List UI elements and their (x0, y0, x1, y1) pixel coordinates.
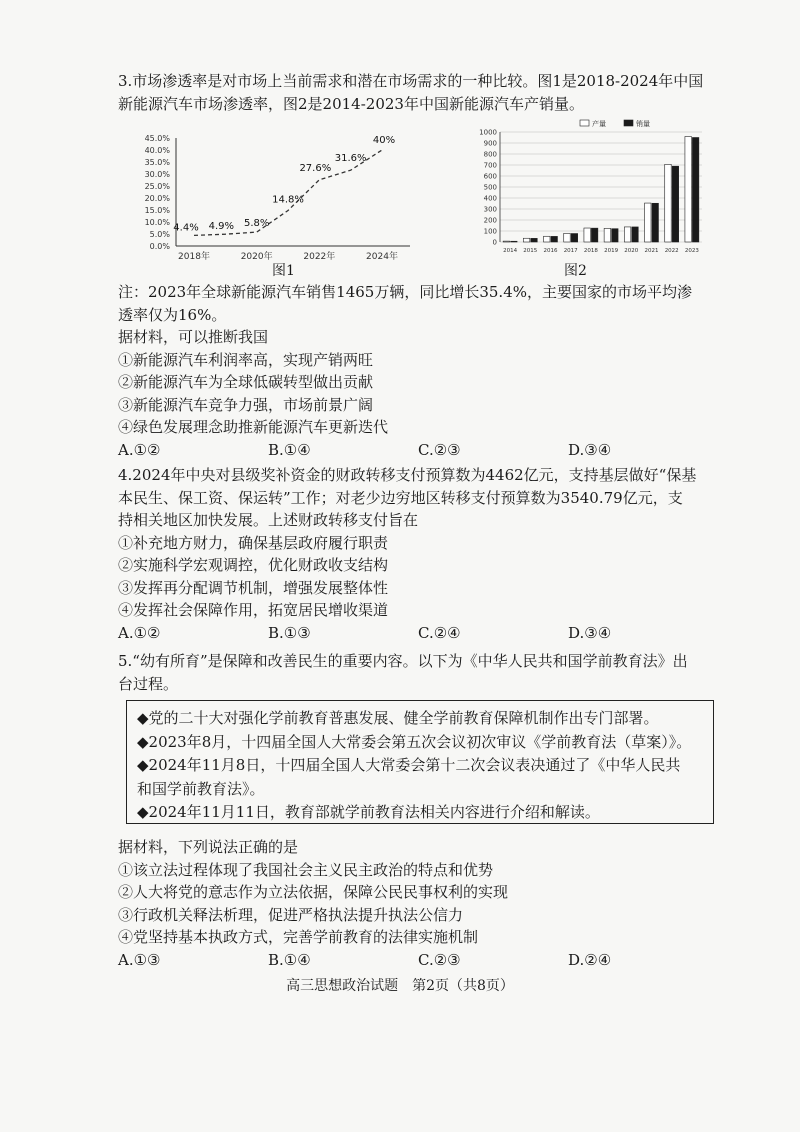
fig1-y-tick-label: 15.0% (144, 206, 170, 215)
q4-stem-line1: 4.2024年中央对县级奖补资金的财政转移支付预算数为4462亿元，支持基层做好“保基 (118, 466, 697, 484)
fig2-bar-production (523, 238, 529, 242)
fig2-y-tick-label: 300 (483, 205, 497, 214)
fig2-x-tick-label: 2023 (684, 248, 699, 254)
page-footer: 高三思想政治试题 第2页（共8页） (286, 978, 514, 994)
q4-stem-line3: 持相关地区加快发展。上述财政转移支付旨在 (118, 511, 419, 529)
fig2-x-tick-label: 2015 (523, 248, 538, 254)
fig2-bar-production (604, 228, 610, 242)
q4-item-3: ③发挥再分配调节机制，增强发展整体性 (118, 578, 389, 597)
fig1-data-label: 4.9% (208, 221, 235, 233)
question-5-body (118, 836, 708, 971)
q3-item-4: ④绿色发展理念助推新能源汽车更新迭代 (118, 418, 389, 436)
fig2-bar-sales (612, 229, 618, 242)
fig1-data-label: 40% (372, 135, 396, 146)
q3-prompt: 据材料，可以推断我国 (118, 328, 269, 346)
q4-option-b[interactable]: B.①③ (268, 623, 311, 642)
fig2-bar-production (665, 164, 671, 242)
fig1-data-label: 31.6% (334, 153, 367, 165)
fig2-y-tick-label: 700 (483, 161, 497, 170)
q3-stem-line2: 新能源汽车市场渗透率，图2是2014-2023年中国新能源汽车产销量。 (118, 94, 584, 113)
question-4 (118, 464, 708, 644)
fig1-data-label: 27.6% (299, 162, 332, 174)
q3-option-d[interactable]: D.③④ (568, 440, 612, 459)
fig2-x-tick-label: 2021 (644, 248, 659, 254)
fig2-y-tick-label: 600 (483, 172, 497, 181)
fig2-legend (580, 119, 650, 128)
q5-material-box (126, 700, 714, 824)
fig2-x-tick-label: 2019 (604, 248, 619, 254)
q5-box-line-1: ◆党的二十大对强化学前教育普惠发展、健全学前教育保障机制作出专门部署。 (137, 709, 659, 727)
fig1-x-tick-label: 2018年 (178, 252, 210, 262)
fig1-x-tick-label: 2022年 (303, 252, 336, 262)
fig2-bar-sales (571, 234, 577, 242)
q4-item-4: ④发挥社会保障作用，拓宽居民增收渠道 (118, 601, 389, 619)
question-3-body (118, 281, 708, 461)
q3-note-line2: 透率仅为16%。 (118, 305, 227, 324)
fig2-y-tick-label: 200 (483, 216, 497, 225)
q4-option-a[interactable]: A.①② (118, 623, 161, 642)
q5-box-line-5: ◆2024年11月11日，教育部就学前教育法相关内容进行介绍和解读。 (137, 803, 600, 821)
q3-stem-line1: 3.市场渗透率是对市场上当前需求和潜在市场需求的一种比较。图1是2018-2024年中国 (118, 72, 704, 90)
fig2-x-tick-label: 2017 (563, 248, 578, 254)
fig1-y-tick-label: 45.0% (144, 134, 170, 143)
fig2-bar-production (584, 228, 590, 242)
fig2-y-tick-label: 0 (492, 238, 497, 247)
fig2-legend-label: 销量 (636, 120, 650, 128)
fig2-x-tick-label: 2022 (664, 248, 679, 254)
q5-options (118, 949, 678, 972)
fig1-x-tick-label: 2020年 (240, 252, 273, 262)
q4-options (118, 622, 678, 645)
fig1-y-tick-label: 30.0% (144, 170, 170, 179)
q3-item-2: ②新能源汽车为全球低碳转型做出贡献 (118, 373, 374, 391)
fig2-y-tick-label: 500 (483, 183, 497, 192)
q3-item-3: ③新能源汽车竞争力强，市场前景广阔 (118, 395, 374, 414)
q4-option-d[interactable]: D.③④ (568, 623, 612, 642)
figure-2-bar-chart (476, 118, 706, 260)
question-5 (118, 650, 708, 695)
fig2-bar-sales (511, 241, 517, 242)
fig2-bar-production (503, 241, 509, 242)
fig1-y-tick-label: 40.0% (144, 146, 170, 155)
fig2-x-tick-label: 2014 (503, 248, 518, 254)
fig2-legend-swatch (624, 120, 633, 126)
fig2-bar-sales (672, 166, 678, 242)
fig1-y-tick-label: 5.0% (149, 230, 170, 239)
fig2-legend-label: 产量 (592, 120, 606, 128)
q5-option-c[interactable]: C.②③ (418, 950, 461, 969)
fig1-y-tick-label: 35.0% (144, 158, 170, 167)
q5-item-3: ③行政机关释法析理，促进严格执法提升执法公信力 (118, 905, 464, 924)
q5-option-a[interactable]: A.①③ (118, 950, 161, 969)
q3-item-1: ①新能源汽车利润率高，实现产销两旺 (118, 350, 374, 369)
q4-item-2: ②实施科学宏观调控，优化财政收支结构 (118, 556, 389, 574)
fig2-bar-sales (551, 236, 557, 242)
fig2-bar-production (564, 233, 570, 242)
fig2-bar-sales (632, 227, 638, 242)
q3-note-line1: 注：2023年全球新能源汽车销售1465万辆，同比增长35.4%，主要国家的市场平均渗 (118, 283, 693, 301)
q3-option-c[interactable]: C.②③ (418, 440, 461, 459)
fig1-data-label: 14.8% (272, 194, 304, 206)
fig2-bar-production (544, 236, 550, 242)
fig2-bar-sales (591, 228, 597, 242)
q5-box-line-4: 和国学前教育法》。 (137, 779, 265, 798)
fig1-data-label: 4.4% (173, 222, 199, 234)
q5-option-b[interactable]: B.①④ (268, 950, 311, 969)
fig2-bar-production (685, 137, 691, 242)
q5-option-d[interactable]: D.②④ (568, 950, 612, 969)
q4-option-c[interactable]: C.②④ (418, 623, 461, 642)
fig1-data-label: 5.8% (243, 218, 270, 230)
fig2-x-tick-label: 2018 (583, 248, 598, 254)
q5-item-2: ②人大将党的意志作为立法依据，保障公民民事权利的实现 (118, 883, 509, 901)
q5-item-4: ④党坚持基本执政方式，完善学前教育的法律实施机制 (118, 928, 479, 946)
fig2-bar-sales (531, 238, 537, 242)
fig2-legend-swatch (580, 120, 589, 126)
fig1-y-tick-label: 20.0% (144, 194, 170, 203)
q3-option-a[interactable]: A.①② (118, 440, 161, 459)
fig2-y-tick-label: 100 (483, 227, 497, 236)
fig2-x-tick-label: 2016 (543, 248, 558, 254)
q3-options (118, 439, 678, 462)
fig1-y-tick-label: 0.0% (149, 242, 170, 251)
q5-stem-line1: 5.“幼有所育”是保障和改善民生的重要内容。以下为《中华人民共和国学前教育法》出 (118, 652, 688, 670)
fig2-y-tick-label: 400 (483, 194, 497, 203)
fig2-bar-production (645, 203, 651, 242)
fig1-x-tick-label: 2024年 (366, 252, 398, 262)
figure-1-label: 图1 (272, 263, 295, 279)
fig1-y-tick-label: 25.0% (144, 182, 170, 191)
fig2-bar-sales (692, 138, 698, 243)
q5-box-line-2: ◆2023年8月，十四届全国人大常委会第五次会议初次审议《学前教育法（草案）》。 (137, 732, 692, 751)
fig2-bar-production (624, 227, 630, 242)
question-3 (118, 70, 708, 115)
q5-item-1: ①该立法过程体现了我国社会主义民主政治的特点和优势 (118, 860, 494, 879)
q5-prompt: 据材料，下列说法正确的是 (118, 838, 299, 856)
fig2-y-tick-label: 900 (483, 139, 497, 148)
q4-stem-line2: 本民生、保工资、保运转”工作；对老少边穷地区转移支付预算数为3540.79亿元，支 (118, 488, 683, 507)
figure-1-line-chart (138, 128, 418, 263)
q5-box-line-3: ◆2024年11月8日，十四届全国人大常委会第十二次会议表决通过了《中华人民共 (137, 756, 681, 774)
q5-stem-line2: 台过程。 (118, 674, 179, 693)
figure-2-label: 图2 (564, 263, 587, 279)
fig2-x-tick-label: 2020 (624, 248, 639, 254)
fig2-y-tick-label: 800 (483, 150, 497, 159)
fig2-bar-sales (652, 203, 658, 242)
fig2-y-tick-label: 1000 (479, 128, 497, 137)
q3-option-b[interactable]: B.①④ (268, 440, 311, 459)
q4-item-1: ①补充地方财力，确保基层政府履行职责 (118, 533, 389, 552)
fig1-y-tick-label: 10.0% (144, 218, 170, 227)
